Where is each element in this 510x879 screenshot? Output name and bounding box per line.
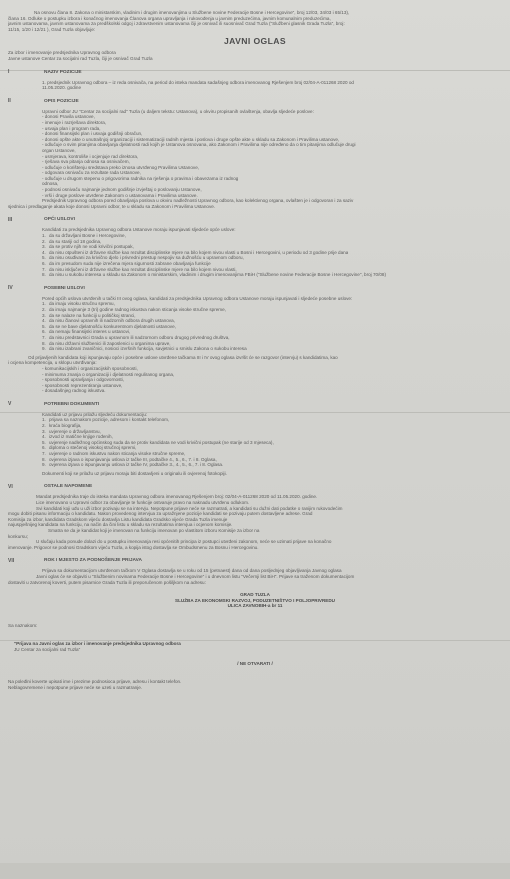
section-line: Od prijavljenih kandidata koji ispunjavaju opće i posebne uslove utvrđene tačkama III i IV ovog oglasa izvršit će se razgovor (intervju) s kandidatima, kao <box>28 354 338 360</box>
section-opis-pozicije <box>8 97 502 210</box>
list-item-text: da nisu osuđivani za krivično djelo i privredni prestup nespojiv sa dužnošću u upravnom odboru, <box>49 255 244 261</box>
envelope-front-block <box>8 623 502 667</box>
section-number: I <box>8 69 10 76</box>
section-line: - sposobnosti upravljanja i odgovornosti, <box>42 377 124 383</box>
section-line: - vrši i druge poslove utvrđene Zakonom o ustanovama i Pravilima ustanove. <box>42 192 198 198</box>
list-item: 3. da se protiv njih ne vodi krivični postupak, <box>42 244 134 250</box>
section-number: VII <box>8 557 15 564</box>
envelope-back-block <box>8 679 502 691</box>
list-item: 8. da nisu u sukobu interesa u skladu sa Zakonom o ministarskim, vladinim i drugim imenovanjima FBiH ("Službene novine Federacije Bosne i Hercegovine", broj 70/08) <box>42 272 386 278</box>
section-line: - odlučuje o korištenju sredstava preko iznosa utvrđenog Pravilima Ustanove, <box>42 164 200 170</box>
section-line: mogu dobiti pisanu informaciju o kandidatu. Nakon provedenog intervjua za upražnjene pozicije kandidati se pozivaju putem dostavljene adrese. Grad <box>8 511 313 517</box>
list-item-text: diploma o stečenoj visokoj stručnoj spremi, <box>49 445 137 451</box>
section-naziv-pozicije <box>8 68 502 91</box>
list-item-text: da nemaju finansijski interes u ustanovi, <box>49 329 131 335</box>
list-item: 7. uvjerenje o radnom iskustvu nakon sticanja visoke stručne spreme, <box>42 451 186 457</box>
intro-line: Na osnovu člana 8. Zakona o ministarskim, vladinim i drugim imenovanjima u Službene novine Federacije Bosne i Hercegovine", broj 12/03, 34/03 i 65/13), <box>34 10 350 15</box>
section-line: - usvaja plan i program rada, <box>42 125 101 131</box>
section-line: U slučaju kada ponude dolazi do u postupku imenovanja resi općenitih principa iz postupci utvrđeni zakonom, neće se uzimati prijave na konačno <box>36 539 332 545</box>
list-item-text: prijava sa naznakom pozicije, adresom i kontakt telefonom, <box>49 417 170 423</box>
section-number: VI <box>8 483 13 490</box>
section-line: - rješava sva pitanja odnosa sa osnivačem, <box>42 159 130 165</box>
list-item: 7. da nisu isključeni iz državne službe kao rezultat disciplinske mjere na bilo kojem nivou vlasti, <box>42 266 237 272</box>
list-item: 6. da nemaju finansijski interes u ustanovi, <box>42 329 131 335</box>
section-line: Svi kandidati koji uđu u uži izbor pozivaju se na intervju. Nepotpune prijave neće se razmatrati, a kandidati su dužni dati podatke o ranijim rukovodećim <box>36 505 343 511</box>
section-line: Upravni odbor JU "Centar za socijalni rad" Tuzla (u daljem tekstu: Ustanova), u okviru propisanih ovlaštenja, obavlja sljedeće poslove: <box>42 108 314 114</box>
list-item-text: da nisu članovi upravnih ili nadzornih odbora drugih ustanova, <box>49 318 175 324</box>
section-line: Dokumenti koji se prilažu uz prijavu moraju biti dostavljeni u originalu ili ovjerenoj fotokopiji. <box>42 470 227 476</box>
section-ostale-napomene <box>8 482 502 550</box>
address-street: ULICA ZAVNOBIH-a br 11 <box>227 603 283 609</box>
list-item-text: da se protiv njih ne vodi krivični postupak, <box>49 244 134 250</box>
section-line: 11.05.2020. godine <box>42 85 81 91</box>
section-line: Lice imenovano u Upravni odbor za obavljanje te funkcije ostvaruje pravo na naknadu utvrđenu odlukom. <box>36 500 250 505</box>
section-posebni-uslovi <box>8 284 502 394</box>
list-item: 2. kraća biografija, <box>42 423 82 429</box>
section-line: i ocjena kompetencija, u sklopu utvrđivanja: <box>8 360 97 366</box>
section-line: Komisija za izbor, kandidata Gradskom vijeću dostavlja Listu kandidata Gradsko vijeće Grada Tuzla imenuje <box>8 516 228 522</box>
list-item: 9. ovjerena izjava o ispunjavanju uslova iz tačke IV, podtačke 3., 4., 5., 6., 7. i 8. Oglasa. <box>42 462 224 468</box>
subtitle-line: Javne ustanove Centar za socijalni rad Tuzla, čiji je osnivač Grad Tuzla <box>8 55 153 61</box>
list-item: 5. uvjerenje nadležnog općinskog suda da se protiv kandidata ne vodi krivični postupak (ne starije od 3 mjeseca), <box>42 439 274 445</box>
section-line: - imenuje i razrješava direktora, <box>42 119 107 125</box>
list-item-text: da nisu otpušteni iz državne službe kao rezultat disciplinske mjere na bilo kojem nivou vlasti u Bosni i Hercegovini, u periodu od 3 godine prije dana <box>49 249 349 255</box>
list-item-text: da se nalaze na funkciji u političkoj stranci, <box>49 312 136 318</box>
envelope-back-line: Neblagovremene i nepotpune prijave neće se uzeti u razmatranje. <box>8 684 143 690</box>
list-item-text: da nisu državni službenici ili zaposlenici u organima uprave, <box>49 340 171 346</box>
list-item-text: uvjerenje nadležnog općinskog suda da se protiv kandidata ne vodi krivični postupak (ne starije od 3 mjeseca), <box>49 439 274 445</box>
intro-paragraph <box>8 10 502 32</box>
section-line: - odgovara osnivaču za rezultate rada Ustanove, <box>42 170 141 176</box>
list-item-text: ovjerena izjava o ispunjavanju uslova iz tačke III, podtačke 4., 5., 6., 7. i 8. Oglasa, <box>49 456 217 462</box>
list-item: 6. diploma o stečenoj visokoj stručnoj spremi, <box>42 445 137 451</box>
address-block <box>8 592 502 609</box>
list-item-text: da im presudom suda nije izrečena mjera sigurnosti zabrane obavljanja funkcije <box>49 261 211 266</box>
section-opci-uslovi <box>8 215 502 277</box>
envelope-line: "Prijava na Javni oglas za izbor i imenovanje predsjednika Upravnog odbora <box>14 640 181 646</box>
section-intro: Pored općih uslova utvrđenih u tački III ovog oglasa, kandidati za predsjednika Upravnog odbora Ustanove moraju ispunjavati i sljedeće posebne uslove: <box>42 295 353 301</box>
list-item: 3. da se nalaze na funkciji u političkoj stranci, <box>42 312 136 318</box>
section-line: organ Ustanove, <box>42 147 76 153</box>
section-line: - donosi Pravila ustanove, <box>42 114 95 120</box>
section-heading: NAZIV POZICIJE <box>44 69 82 75</box>
section-number: II <box>8 98 11 105</box>
envelope-label: Sa naznakom: <box>8 622 38 628</box>
list-item-text: da su državljani Bosne i Hercegovine, <box>49 233 126 239</box>
section-line: - komunikacijskih i organizacijskih sposobnosti, <box>42 365 138 371</box>
list-item: 4. izvod iz matične knjige rođenih, <box>42 434 113 440</box>
section-line: odnosa, <box>42 181 59 187</box>
list-item-text: kraća biografija, <box>49 423 82 429</box>
page-edge <box>0 863 510 879</box>
list-item: 8. da nisu državni službenici ili zaposlenici u organima uprave, <box>42 340 171 346</box>
section-line: dostaviti u zatvorenoj koverti, putem pisarnice Grada Tuzla ili preporučenom pošiljkom na adresu: <box>8 579 206 585</box>
section-heading: OPIS POZICIJE <box>44 98 79 104</box>
list-item: 4. da nisu članovi upravnih ili nadzornih odbora drugih ustanova, <box>42 318 175 324</box>
oglas-subtitle <box>8 50 502 61</box>
section-heading: OSTALE NAPOMENE <box>44 484 93 490</box>
section-rok-i-mjesto <box>8 556 502 585</box>
envelope-line: JU Centar za socijalni rad Tuzla" <box>14 646 81 652</box>
list-item-text: da nisu izabrani zvaničnici, nosioci izvršnih funkcija, savjetnici u smislu Zakona o sukobu interesa <box>49 346 247 352</box>
section-number: V <box>8 401 12 408</box>
list-item-text: da imaju najmanje 3 (tri) godine radnog iskustva nakon sticanja visoke stručne spreme, <box>49 306 226 312</box>
subtitle-line: Za izbor i imenovanje predsjednika Upravnog odbora <box>8 50 116 56</box>
list-item: 2. da imaju najmanje 3 (tri) godine radnog iskustva nakon sticanja visoke stručne spreme, <box>42 306 226 312</box>
section-intro: Kandidati za predsjednika Upravnog odbora Ustanove moraju ispunjavati sljedeće opće uslove: <box>42 227 236 233</box>
document-body <box>8 10 502 691</box>
list-item: 9. da nisu izabrani zvaničnici, nosioci izvršnih funkcija, savjetnici u smislu Zakona o sukobu interesa <box>42 346 247 352</box>
intro-line: 11/15, 1/20 i 12/21 ), Grad Tuzla objavljuje: <box>8 26 96 32</box>
section-line: - donosi finansijski plan i usvaja godišnji obračun, <box>42 131 143 137</box>
section-line: Predsjednik Upravnog odbora pored obavljanja poslova u okviru nadležnosti Upravnog odbora, kao kolektivnog organa, ovlašten je i odgovoran i za saziv <box>42 198 354 204</box>
section-line: najuspješnijeg kandidata na funkciju, na način da čini listu u skladu sa rezultatima intervjua i ocjenom komisije. <box>8 522 233 528</box>
list-item-text: da imaju visoku stručnu spremu, <box>49 301 115 307</box>
section-line: Javni oglas će se objaviti u "Službenim novinama Federacije Bosne i Hercegovine" i u dnevnom listu "Večernji list BiH". Prijave sa traženom dokumentacijom <box>36 573 355 579</box>
section-intro: Kandidati uz prijavu prilažu sljedeću dokumentaciju: <box>42 411 148 417</box>
section-line: Prijava sa dokumentacijom utvrđenom tačkom V Oglasa dostavlja se u roku od 15 (petnaest) dana od dana posljednjeg objavljivanja Javnog oglasa <box>42 568 342 574</box>
list-item: 6. da im presudom suda nije izrečena mjera sigurnosti zabrane obavljanja funkcije <box>42 261 211 266</box>
oglas-title: JAVNI OGLAS <box>223 36 287 47</box>
section-line: - sposobnosti reprezentiranja ustanove, <box>42 382 123 388</box>
section-line: imenovanje. Prigovor se podnosi Gradskom vijeću Tuzla, a kopija istog dostavlja se Ombudsmenu za Bosnu i Hercegovinu. <box>8 544 259 550</box>
list-item: 1. da imaju visoku stručnu spremu, <box>42 301 115 307</box>
section-heading: POSEBNI USLOVI <box>44 285 85 291</box>
envelope-back-line: Na poleđini koverte upisati ime i prezime podnosioca prijave, adresu i kontakt telefon. <box>8 678 182 684</box>
list-item: 1. da su državljani Bosne i Hercegovine, <box>42 233 126 239</box>
list-item: 1. prijava sa naznakom pozicije, adresom i kontakt telefonom, <box>42 417 170 423</box>
section-potrebni-dokumenti <box>8 400 502 477</box>
list-item: 3. uvjerenje o državljanstvu, <box>42 428 101 434</box>
list-item-text: izvod iz matične knjige rođenih, <box>49 434 113 440</box>
section-line: - odlučuje u drugom stepenu o prigovorima radnika na rješenja o pravima i obavezama iz radnog <box>42 175 239 181</box>
list-item-text: da se ne bave djelatnošću konkurentnom djelatnosti ustanove, <box>49 323 176 329</box>
section-line: - odlučuje o svim pitanjima obavljanja djelatnosti radi kojih je Ustanova osnovana, ako Zakonom i Pravilima nije određeno da o tim pitanjima odlučuje drugi <box>42 142 356 148</box>
section-line: sjednica i predlaganje akata koje donosi Upravni odbor, te u skladu sa Zakonom i Pravilima Ustanove. <box>8 203 216 209</box>
section-line: Smatra se da je kandidat koji je imenovan na funkciju imenovan po vlastitom izboru Komisije za izbor na <box>48 527 260 533</box>
list-item-text: da nisu u sukobu interesa u skladu sa Zakonom o ministarskim, vladinim i drugim imenovanjima FBiH ("Službene novine Federacije Bosne i Hercegovine", broj 70/08) <box>49 272 386 278</box>
list-item-text: da nisu isključeni iz državne službe kao rezultat disciplinske mjere na bilo kojem nivou vlasti, <box>49 266 237 272</box>
list-item: 4. da nisu otpušteni iz državne službe kao rezultat disciplinske mjere na bilo kojem nivou vlasti u Bosni i Hercegovini, u periodu od 3 godine prije dana <box>42 249 349 255</box>
section-heading: ROK I MJESTO ZA PODNOŠENJE PRIJAVA <box>44 558 142 564</box>
list-item-text: uvjerenje o državljanstvu, <box>49 428 101 434</box>
list-item-text: da nisu predstavnici Grada u upravnom ili nadzornom odboru drugog privrednog društva, <box>49 334 230 340</box>
list-item: 8. ovjerena izjava o ispunjavanju uslova iz tačke III, podtačke 4., 5., 6., 7. i 8. Oglasa, <box>42 456 217 462</box>
section-line: - podnosi osnivaču najmanje jednom godišnje izvještaj o poslovanju Ustanove, <box>42 187 202 193</box>
section-heading: OPĆI USLOVI <box>44 217 75 223</box>
section-number: III <box>8 216 13 223</box>
section-number: IV <box>8 285 13 292</box>
list-item: 5. da nisu osuđivani za krivično djelo i privredni prestup nespojiv sa dužnošću u upravnom odboru, <box>42 255 244 261</box>
list-item: 2. da su stariji od 18 godina, <box>42 238 102 244</box>
section-line: - donosi opšte akte o unutrašnjoj organizaciji i sistematizaciji radnih mjesta i poslova i druge opšte akte u skladu sa Zakonom i Pravilima ustanove, <box>42 136 340 142</box>
section-line: konkursu; <box>8 533 28 539</box>
section-line: Mandat predsjednika traje do isteka mandata Upravnog odbora imenovanog Rješenjem broj: 02/04-A-011268 2020 od 11.05.2020. godine. <box>36 494 318 500</box>
envelope-stamp: / NE OTVARATI / <box>237 660 273 666</box>
section-heading: POTREBNI DOKUMENTI <box>44 401 100 407</box>
list-item-text: ovjerena izjava o ispunjavanju uslova iz tačke IV, podtačke 3., 4., 5., 6., 7. i 8. Oglasa. <box>49 462 224 468</box>
section-line: 1. predsjednik Upravnog odbora – iz reda osnivača, na period do isteka mandata sadašnjeg odbora imenovanog Rješenjem broj 02/04-A-011268 2020 od <box>42 79 354 85</box>
list-item-text: da su stariji od 18 godina, <box>49 238 102 244</box>
intro-line: člana 16. Odluke o postupku izbora i konačnog imenovanja Članova organa upravljanja i rukovođenja u javnim preduzećima, javnim komunalnim preduzećima, <box>8 15 331 21</box>
list-item: 5. da se ne bave djelatnošću konkurentnom djelatnosti ustanove, <box>42 323 176 329</box>
address-city: GRAD TUZLA <box>240 592 270 598</box>
list-item-text: uvjerenje o radnom iskustvu nakon sticanja visoke stručne spreme, <box>49 451 186 457</box>
section-line: - usmjerava, kontroliše i ocjenjuje rad direktora, <box>42 153 139 159</box>
intro-line: javnim ustanovama, javnim ustanovama za predškolski odgoj i zdravstvenim ustanovama čiji je osnivač ili suosnivač Grad Tuzla ("Službeni glasnik Grada Tuzla", broj: <box>8 21 345 27</box>
list-item: 7. da nisu predstavnici Grada u upravnom ili nadzornom odboru drugog privrednog društva, <box>42 334 230 340</box>
section-line: - dosadašnjeg radnog iskustva. <box>42 388 106 394</box>
section-line: - minimuma znanja o organizaciji i djelatnosti reguliranog organa, <box>42 371 175 377</box>
address-service: SLUŽBA ZA EKONOMSKI RAZVOJ, PODUZETNIŠTVO I POLJOPRIVREDU <box>175 597 335 603</box>
